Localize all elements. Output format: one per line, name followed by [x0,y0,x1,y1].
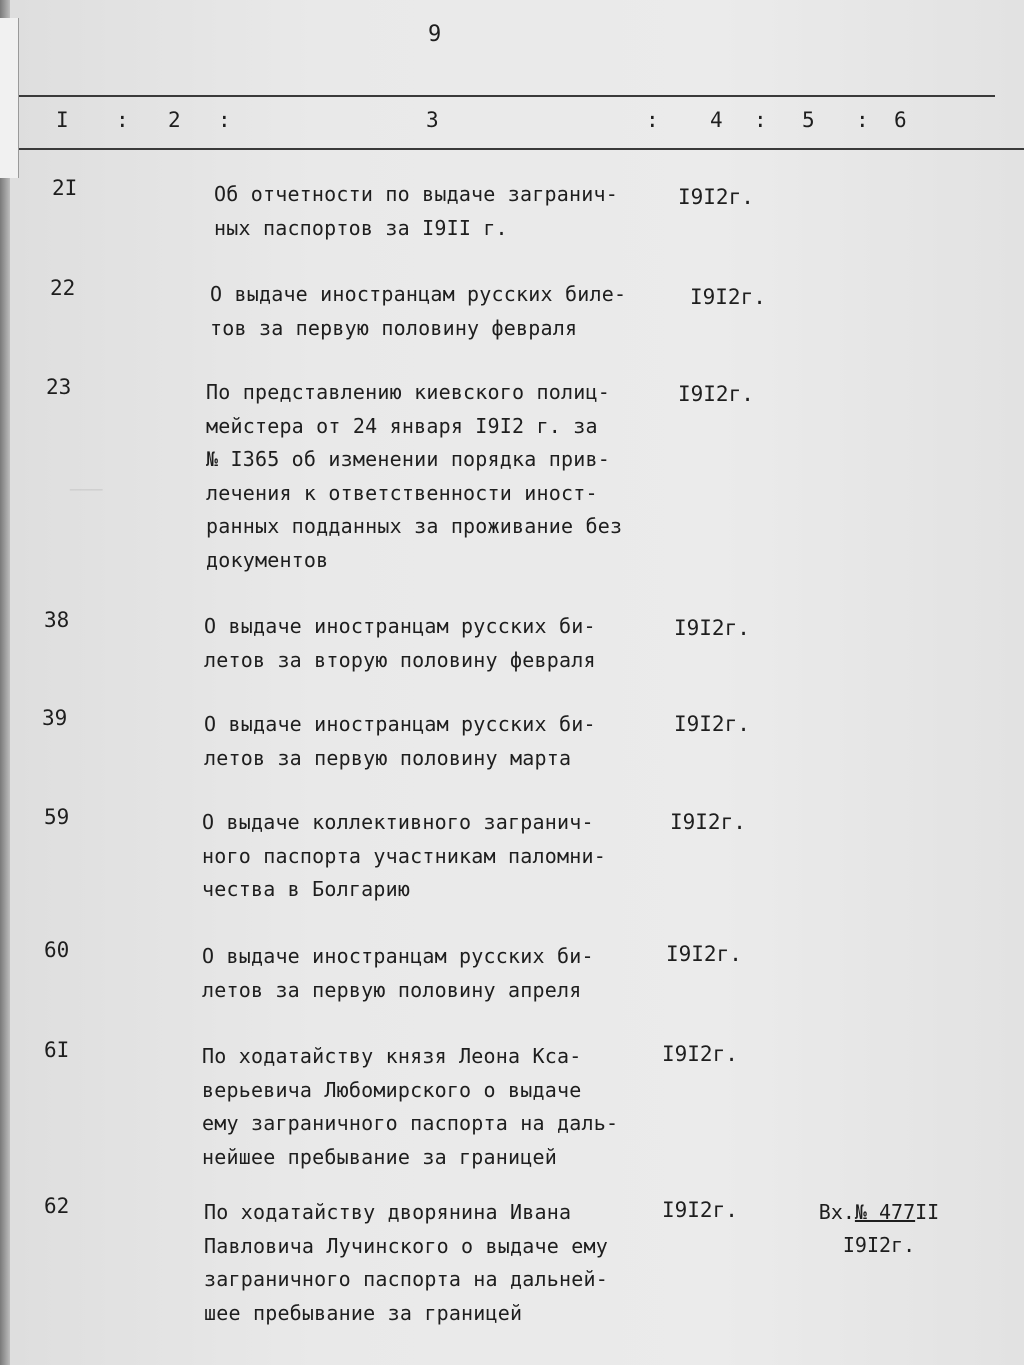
column-separator: : [754,108,767,132]
entry-number: 2I [52,176,78,200]
header-rule-bottom [10,148,1024,150]
entry-date: I9I2г. [662,1198,738,1222]
note-number: № 477 [854,1200,916,1224]
entry-title: О выдаче иностранцам русских би- летов за первую половину апреля [202,944,594,1002]
entry-date: I9I2г. [678,382,754,406]
entry-title: По представлению киевского полиц- мейстера от 24 января I9I2 г. за № I365 об изменении порядка прив- лечения к ответственности иност- ранных подданных за проживание без документов [206,380,623,572]
entry-title: О выдаче иностранцам русских биле- тов за первую половину февраля [210,282,627,340]
entry-number: 59 [44,805,70,829]
binding-edge [0,0,10,1365]
binding-tab [0,18,19,178]
document-page [10,0,1024,1365]
entry-number: 22 [50,276,76,300]
incoming-note [804,1196,954,1262]
entry-date: I9I2г. [690,285,766,309]
entry-date: I9I2г. [666,942,742,966]
entry-date: I9I2г. [674,712,750,736]
column-header-2: 2 [168,108,181,132]
entry-number: 39 [42,706,68,730]
entry-title: О выдаче коллективного загранич- ного паспорта участникам паломни- чества в Болгарию [202,810,606,901]
entry-number: 38 [44,608,70,632]
column-header-3: 3 [426,108,439,132]
column-separator: : [856,108,869,132]
entry-number: 6I [44,1038,70,1062]
entry-number: 60 [44,938,70,962]
entry-title: По ходатайству князя Леона Кса- верьевича Любомирского о выдаче ему заграничного паспорта на даль- нейшее пребывание за границей [202,1044,619,1169]
entry-number: 62 [44,1194,70,1218]
entry-date: I9I2г. [678,185,754,209]
column-separator: : [218,108,231,132]
entry-date: I9I2г. [662,1042,738,1066]
entry-title: О выдаче иностранцам русских би- летов за вторую половину февраля [204,614,596,672]
header-rule-top [10,95,995,97]
entry-title: О выдаче иностранцам русских би- летов за первую половину марта [204,712,596,770]
entry-title: По ходатайству дворянина Ивана Павловича Лучинского о выдаче ему заграничного паспорта на дальней- шее пребывание за границей [204,1200,608,1325]
note-suffix: II [915,1200,940,1224]
bleed-through-text: ─── [70,480,103,501]
note-year: I9I2г. [842,1233,916,1257]
entry-title: Об отчетности по выдаче загранич- ных паспортов за I9II г. [214,182,618,240]
entry-date: I9I2г. [670,810,746,834]
column-header-6: 6 [894,108,907,132]
column-header-5: 5 [802,108,815,132]
column-separator: : [646,108,659,132]
column-separator: : [116,108,129,132]
column-header-1: I [56,108,69,132]
note-prefix: Вх. [818,1200,855,1224]
entry-date: I9I2г. [674,616,750,640]
column-header-4: 4 [710,108,723,132]
page-number: 9 [428,22,442,47]
entry-number: 23 [46,375,72,399]
